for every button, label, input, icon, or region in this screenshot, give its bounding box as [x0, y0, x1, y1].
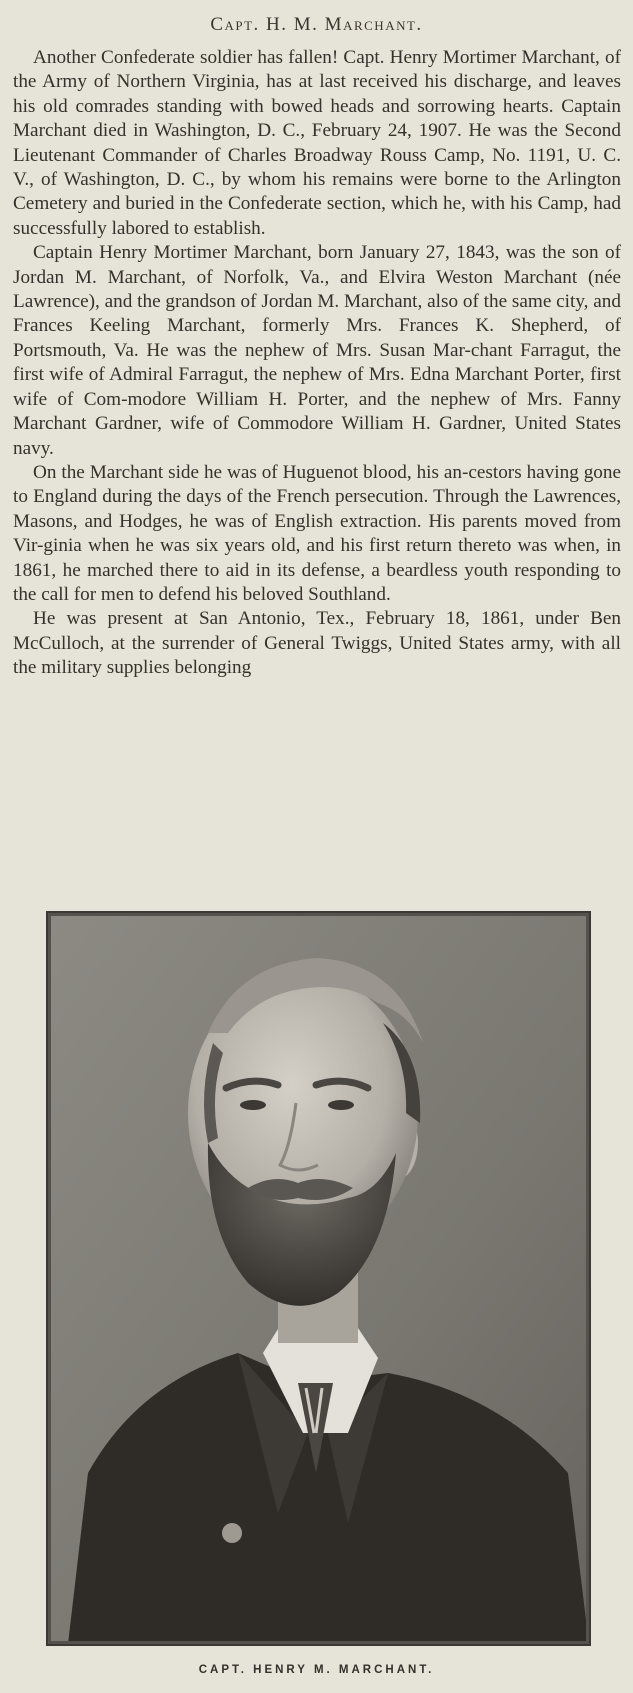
photo-caption: CAPT. HENRY M. MARCHANT. [198, 1664, 435, 1676]
paragraph: Another Confederate soldier has fallen! Capt. Henry Mortimer Marchant, of the Army of Northern Virginia, has at last received his discharge, and leaves his old comrades standing with bowed heads and sorrowing hearts. Captain Marchant died in Washington, D. C., February 24, 1907. He was the Second Lieutenant Commander of Charles Broadway Rouss Camp, No. 1191, U. C. V., of Washington, D. C., by whom his remains were borne to the Arlington Cemetery and buried in the Confederate section, which he, with his Camp, had successfully labored to establish. [13, 47, 621, 239]
portrait-photo [46, 911, 591, 1646]
paragraph: Captain Henry Mortimer Marchant, born January 27, 1843, was the son of Jordan M. Marchant, of Norfolk, Va., and Elvira Weston Marchant (née Lawrence), and the grandson of Jordan M. Marchant, also of the same city, and Frances Keeling Marchant, formerly Mrs. Frances K. Shepherd, of Portsmouth, Va. He was the nephew of Mrs. Susan Mar-chant Farragut, the first wife of Admiral Farragut, the nephew of Mrs. Edna Marchant Porter, first wife of Com-modore William H. Porter, and the nephew of Mrs. Fanny Marchant Gardner, wife of Commodore William H. Gardner, United States navy. [13, 242, 621, 459]
paragraph: On the Marchant side he was of Huguenot blood, his an-cestors having gone to England during the days of the French persecution. Through the Lawrences, Masons, and Hodges, he was of English extraction. His parents moved from Vir-ginia when he was six years old, and his first return thereto was when, in 1861, he marched there to aid in its defense, a beardless youth responding to the call for men to defend his beloved Southland. [13, 461, 621, 605]
article-body [13, 46, 621, 681]
portrait-illustration [48, 913, 589, 1644]
paragraph: He was present at San Antonio, Tex., February 18, 1861, under Ben McCulloch, at the surrender of General Twiggs, United States army, with all the military supplies belonging [13, 608, 621, 679]
article-heading: Capt. H. M. Marchant. [210, 14, 423, 35]
